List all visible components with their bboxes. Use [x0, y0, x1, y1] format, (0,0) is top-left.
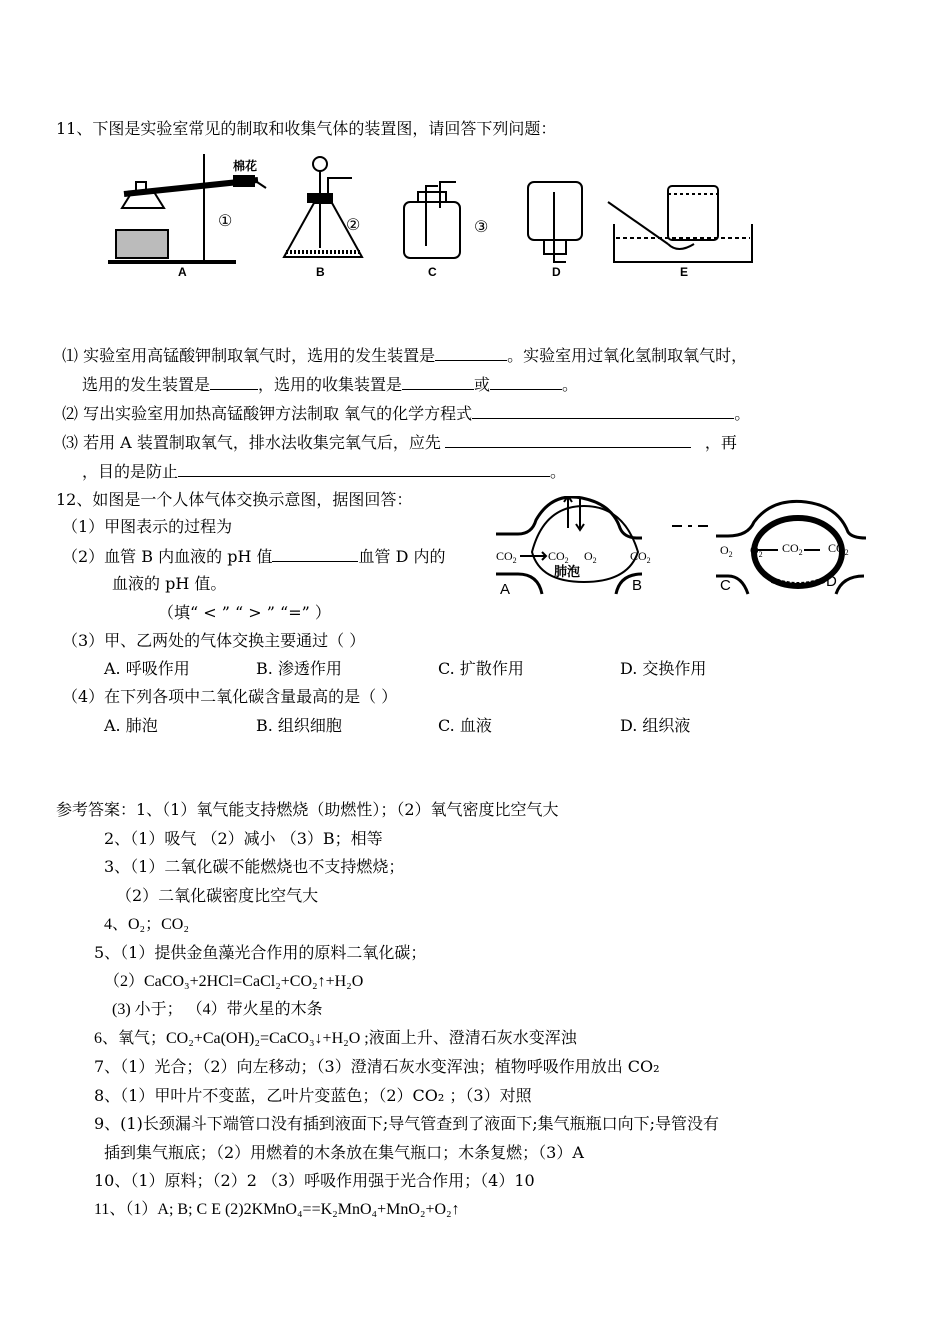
- q11-part3-line2: [82, 460, 566, 483]
- answer-5-line1: 5、（1）提供金鱼藻光合作用的原料二氧化碳；: [94, 943, 427, 962]
- q11-title: 11、下图是实验室常见的制取和收集气体的装置图，请回答下列问题：: [56, 119, 557, 138]
- q12-sub2-line2: 血液的 pH 值。: [112, 574, 227, 593]
- vessel-label-b: B: [632, 577, 643, 594]
- q11-p3-text-b: ，再: [704, 433, 737, 452]
- apparatus-e: [608, 186, 752, 262]
- o2-label-c: $O_2$: [720, 543, 733, 559]
- svg-text:③: ③: [474, 217, 489, 236]
- q12-s4-option-a[interactable]: A. 肺泡: [104, 716, 158, 735]
- apparatus-label-c: C: [428, 265, 437, 279]
- apparatus-label-b: B: [316, 265, 325, 279]
- q11-p3-text-a: ⑶ 若用 A 装置制取氧气，排水法收集完氧气后，应先: [62, 433, 441, 452]
- q11-p2-text-a: ⑵ 写出实验室用加热高锰酸钾方法制取 氧气的化学方程式: [62, 404, 473, 423]
- answer-4: 4、O₂；CO₂: [104, 916, 189, 933]
- co2-label-alveolus: $CO_2$: [548, 549, 569, 565]
- q12-s2-text-a: （2）血管 B 内血液的 pH 值: [62, 547, 273, 566]
- co2-label-a: $CO_2$: [496, 549, 517, 565]
- q12-sub1: （1）甲图表示的过程为: [62, 517, 233, 536]
- vessel-label-d: D: [826, 573, 837, 590]
- q11-p1-text-a: ⑴ 实验室用高锰酸钾制取氧气时，选用的发生装置是: [62, 346, 436, 365]
- answer-2: 2、（1）吸气 （2）减小 （3）B；相等: [104, 829, 383, 848]
- answer-1: 参考答案：1、（1）氧气能支持燃烧（助燃性）；（2）氧气密度比空气大: [56, 800, 559, 819]
- q11-p3-text-c: ，目的是防止: [82, 462, 179, 481]
- q11-p3-text-d: 。: [550, 462, 567, 481]
- answer-blank[interactable]: [210, 373, 258, 390]
- answer-8: 8、（1）甲叶片不变蓝，乙叶片变蓝色；（2）CO₂ ；（3）对照: [94, 1086, 532, 1105]
- q12-s3-option-c[interactable]: C. 扩散作用: [438, 659, 524, 678]
- q12-sub2-line1: [62, 545, 446, 568]
- q12-s2-text-b: 血管 D 内的: [358, 547, 446, 566]
- apparatus-label-a: A: [178, 265, 187, 279]
- answer-7: 7、（1）光合；（2）向左移动；（3）澄清石灰水变浑浊；植物呼吸作用放出 CO₂: [94, 1057, 660, 1076]
- answer-blank[interactable]: [445, 431, 691, 448]
- answer-blank[interactable]: [435, 344, 507, 361]
- answer-blank[interactable]: [178, 460, 550, 477]
- apparatus-b: [284, 157, 362, 257]
- answer-3-line2: （2）二氧化碳密度比空气大: [116, 886, 319, 905]
- q11-part3-line1: [62, 431, 737, 454]
- q11-p1-text-b: 。实验室用过氧化氢制取氧气时，: [507, 346, 748, 365]
- apparatus-d: [528, 182, 582, 262]
- q12-s4-option-d[interactable]: D. 组织液: [620, 716, 691, 735]
- q11-part1-line2: [82, 373, 578, 396]
- apparatus-c: [404, 182, 488, 258]
- svg-text:①: ①: [218, 211, 233, 230]
- answer-blank[interactable]: [472, 402, 734, 419]
- q12-s4-option-b[interactable]: B. 组织细胞: [256, 716, 342, 735]
- q11-p1-text-d: ，选用的收集装置是: [258, 375, 403, 394]
- q11-p1-text-c: 选用的发生装置是: [82, 375, 211, 394]
- co2-label-d: $CO_2$: [828, 541, 849, 557]
- vessel-label-a: A: [500, 581, 511, 598]
- svg-text:②: ②: [346, 215, 361, 234]
- answer-blank[interactable]: [272, 545, 358, 562]
- answer-9-line2: 插到集气瓶底；（2）用燃着的木条放在集气瓶口；木条复燃；（3）A: [104, 1143, 584, 1162]
- answer-5-line2: （2）CaCO₃+2HCl=CaCl₂+CO₂↑+H₂O: [104, 973, 364, 990]
- o2-label-tissue: $O_2$: [750, 543, 763, 559]
- co2-label-tissue: $CO_2$: [782, 541, 803, 557]
- q11-part1-line1: [62, 344, 747, 367]
- cotton-label: 棉花: [233, 159, 258, 173]
- answer-blank[interactable]: [402, 373, 474, 390]
- o2-label-alveolus: $O_2$: [584, 549, 597, 565]
- q11-p2-text-b: 。: [734, 404, 751, 423]
- alveolus-label: 肺泡: [554, 565, 581, 580]
- answer-11: 11、（1）A; B; C E (2)2KMnO₄==K₂MnO₄+MnO₂+O₂↑: [94, 1201, 460, 1218]
- q11-p1-text-e: 或: [474, 375, 491, 394]
- apparatus-label-d: D: [552, 265, 561, 279]
- q11-part2: [62, 402, 750, 425]
- apparatus-label-e: E: [680, 265, 689, 279]
- answer-5-line3: (3) 小于； （4）带火星的木条: [112, 1001, 323, 1018]
- gas-exchange-figure: [494, 496, 866, 600]
- q12-title: 12、如图是一个人体气体交换示意图，据图回答：: [56, 490, 413, 509]
- q12-s3-option-b[interactable]: B. 渗透作用: [256, 659, 342, 678]
- answer-9-line1: 9、(1)长颈漏斗下端管口没有插到液面下;导气管查到了液面下;集气瓶瓶口向下;导管没有: [94, 1114, 720, 1133]
- vessel-label-c: C: [720, 577, 731, 594]
- answer-3-line1: 3、（1）二氧化碳不能燃烧也不支持燃烧；: [104, 857, 405, 876]
- q12-s3-option-a[interactable]: A. 呼吸作用: [104, 659, 190, 678]
- q12-s4-option-c[interactable]: C. 血液: [438, 716, 492, 735]
- q12-sub4: （4）在下列各项中二氧化碳含量最高的是（ ）: [62, 687, 398, 706]
- co2-label-b: $CO_2$: [630, 549, 651, 565]
- answer-10: 10、（1）原料；（2）2 （3）呼吸作用强于光合作用；（4）10: [94, 1171, 535, 1190]
- q12-s3-option-d[interactable]: D. 交换作用: [620, 659, 707, 678]
- q11-p1-text-f: 。: [562, 375, 579, 394]
- q12-sub2-hint: （填“ < ” “ > ” “=” ）: [158, 603, 331, 622]
- lab-apparatus-figure: [108, 148, 763, 283]
- answer-blank[interactable]: [490, 373, 562, 390]
- q12-sub3: （3）甲、乙两处的气体交换主要通过（ ）: [62, 631, 366, 650]
- answer-6: 6、氧气；CO₂+Ca(OH)₂=CaCO₃↓+H₂O ;液面上升、澄清石灰水变浑浊: [94, 1030, 577, 1047]
